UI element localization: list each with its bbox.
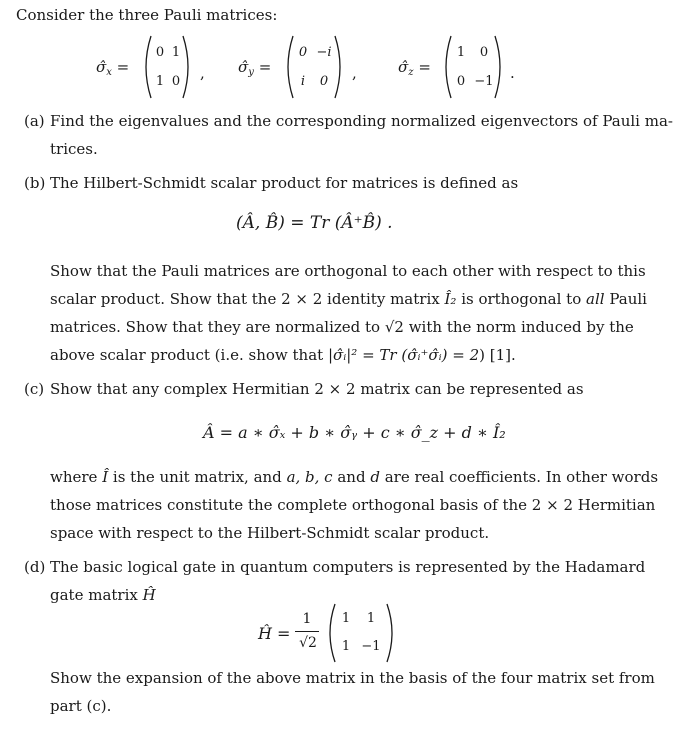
sigma-x-label: $\sigmâ_x$ =	[96, 58, 130, 78]
matrix-brackets	[141, 34, 193, 100]
hadamard-lhs: Ĥ =	[258, 624, 291, 643]
matrix-cell: 0	[298, 45, 308, 60]
sigma-z-label: $\sigmâ_z$ =	[398, 58, 431, 78]
matrix-brackets	[283, 34, 345, 100]
part-a-text-cont: trices.	[50, 140, 98, 158]
comma: ,	[352, 64, 357, 82]
part-b-para-line1: Show that the Pauli matrices are orthogonal to each other with respect to this	[50, 262, 646, 280]
hermitian-expansion-formula: Â = a ∗ σ̂ₓ + b ∗ σ̂ᵧ + c ∗ σ̂_z + d ∗ Î₂	[203, 423, 506, 442]
sigma-y-label: $\sigmâ_y$ =	[238, 58, 272, 78]
matrix-brackets	[441, 34, 505, 100]
fraction-numerator: 1	[302, 611, 312, 627]
part-c-para-line1: where Î is the unit matrix, and a, b, c and d are real coefficients. In other words	[50, 468, 659, 486]
hilbert-schmidt-formula: (Â, B̂) = Tr (Â⁺B̂) .	[236, 213, 393, 233]
matrix-cell: 1	[456, 45, 466, 60]
matrix-cell: 0	[456, 74, 466, 89]
part-d-para-line2: part (c).	[50, 697, 112, 715]
matrix-cell: 1	[171, 45, 181, 60]
sigma-z-matrix	[441, 34, 505, 100]
matrix-cell: −i	[316, 45, 332, 60]
matrix-cell: 1	[155, 74, 165, 89]
part-c-para-line2: those matrices constitute the complete orthogonal basis of the 2 × 2 Hermitian	[50, 496, 656, 514]
period: .	[510, 64, 515, 82]
matrix-cell: 0	[155, 45, 165, 60]
hadamard-matrix	[325, 602, 397, 664]
fraction-denominator: √2	[299, 635, 317, 651]
part-b-text: The Hilbert-Schmidt scalar product for matrices is defined as	[50, 174, 519, 192]
part-a-label: (a)	[24, 112, 45, 130]
matrix-cell: 1	[366, 611, 376, 626]
sigma-x-matrix	[141, 34, 193, 100]
part-a-text: Find the eigenvalues and the corresponding normalized eigenvectors of Pauli ma-	[50, 112, 673, 130]
part-c-text: Show that any complex Hermitian 2 × 2 matrix can be represented as	[50, 380, 584, 398]
sigma-y-matrix	[283, 34, 345, 100]
part-b-para-line4: above scalar product (i.e. show that |σ̂ᵢ|² = Tr (σ̂ᵢ⁺σ̂ᵢ) = 2) [1].	[50, 346, 516, 364]
part-d-label: (d)	[24, 558, 46, 576]
part-b-para-line2: scalar product. Show that the 2 × 2 identity matrix Î₂ is orthogonal to all Pauli	[50, 290, 647, 308]
part-b-label: (b)	[24, 174, 46, 192]
matrix-cell: −1	[361, 639, 381, 654]
fraction-bar	[295, 631, 319, 632]
matrix-cell: 1	[341, 611, 351, 626]
matrix-cell: 0	[319, 74, 329, 89]
intro-text: Consider the three Pauli matrices:	[16, 6, 278, 24]
part-d-text: The basic logical gate in quantum computers is represented by the Hadamard	[50, 558, 646, 576]
part-b-para-line3: matrices. Show that they are normalized to √2 with the norm induced by the	[50, 318, 634, 336]
part-c-label: (c)	[24, 380, 45, 398]
comma: ,	[200, 64, 205, 82]
matrix-cell: −1	[474, 74, 494, 89]
matrix-cell: i	[300, 74, 306, 89]
matrix-cell: 0	[479, 45, 489, 60]
part-d-para-line1: Show the expansion of the above matrix in the basis of the four matrix set from	[50, 669, 655, 687]
matrix-cell: 0	[171, 74, 181, 89]
matrix-cell: 1	[341, 639, 351, 654]
part-c-para-line3: space with respect to the Hilbert-Schmidt scalar product.	[50, 524, 490, 542]
part-d-text-cont: gate matrix Ĥ	[50, 586, 156, 604]
